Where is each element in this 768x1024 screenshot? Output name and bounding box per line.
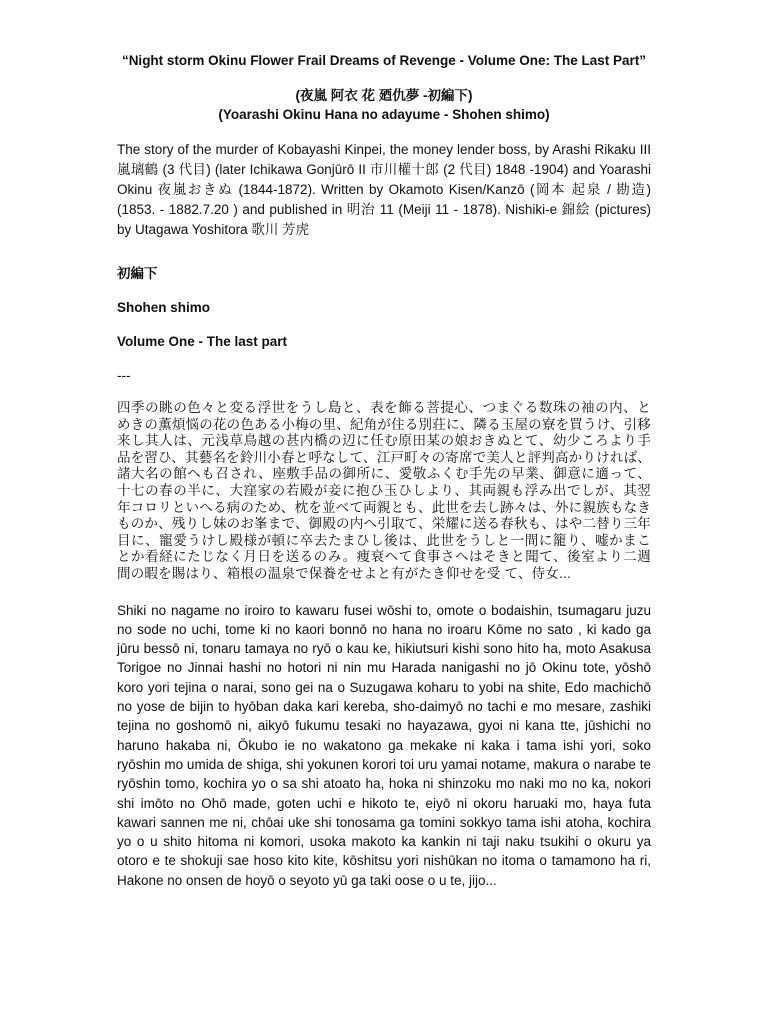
romaji-text-paragraph: Shiki no nagame no iroiro to kawaru fusei wōshi to, omote o bodaishin, tsumagaru juzu no sode no uchi, tome ki no kaori bonnō no hana no iroaru Kōme no sato , ki kado ga jūru bessō ni, tonaru tamaya no ryō o kau ke, hikiutsuri kishi sono hito ha, moto Asakusa Torigoe no Jinnai hashi no hotori ni nin mu Harada nanigashi no jō Okinu tote, yōshō koro yori tejina o narai, sono gei na o Suzugawa koharu to yobi na shite, Edo machichō no yose de bijin to hyōban daka kari kereba, sho-daimyō no tachi e mo mesare, zashiki tejina no goshomō ni, aikyō fukumu tesaki no hayazawa, gyoi ni kana tte, jūshichi no haruno hakaba ni, Ōkubo ie no wakatono ga mekake ni kaka i tama ishi yori, soko ryōshin mo umida de shiga, shi yokunen korori toi uru yamai notame, makura o narabe te ryōshin tomo, kochira yo o sa shi atoato ha, hoka ni shinzoku mo naki mo no ka, nokori shi imōto no Ohō made, goten uchi e hikoto te, eiyō ni okoru haruaki mo, haya futa kawari sannen me ni, chōai uke shi tonosama ga tomini sokkyo tama ishi atoha, kochira yo o u shito hitoma ni komori, usoka makoto ka kankin ni taji naku tsukihi o okuru ya otoro e te shokuji sae hoso kito kite, kōshitsu yori nishūkan no itoma o tamamono ha ri, Hakone no onsen de hoyō o seyoto yū ga taki oose o u te, jijo... <box>117 602 651 888</box>
subtitle-romaji: (Yoarashi Okinu Hana no adayume - Shohen shimo) <box>218 107 550 122</box>
separator: --- <box>117 368 131 383</box>
japanese-text-paragraph: 四季の眺の色々と変る浮世をうし島と、表を飾る菩提心、つまぐる数珠の袖の内、とめきの薫煩悩の花の色ある小梅の里、紀角が住る別荘に、隣る玉屋の寮を買うけ、引移来し其人は、元浅草鳥越の甚内橋の辺に任む原田某の娘おきぬとて、幼少ころより手品を習ひ、其藝名を鈴川小春と呼なして、江戸町々の寄席で美人と評判高かりければ、諸大名の館へも召され、座敷手品の御所に、愛敬ふくむ手先の早業、御意に適って、十七の春の半に、大窪家の若殿が妾に抱ひ玉ひしより、其両親も浮み出でしが、其翌年コロリといへる病のため、枕を並べて両親とも、此世を去し跡々は、外に親族もなきものか、残りし妹のお峯まで、御殿の内へ引取て、栄耀に送る春秋も、はや二替り三年目に、寵愛うけし殿様が頓に卒去たまひし後は、此世をうしと一間に籠り、嘘かまことか看経にたじなく月日を送るのみ。痩衰へて食事さへはそきと聞て、後室より二週間の暇を賜はり、箱根の温泉で保養をせよと有がたき仰せを受 て、侍女... <box>117 400 651 581</box>
section-heading-romaji: Shohen shimo <box>117 300 211 315</box>
document-subtitle <box>117 86 651 124</box>
intro-paragraph: The story of the murder of Kobayashi Kinpei, the money lender boss, by Arashi Rikaku III 嵐璃鶴 (3 代目) (later Ichikawa Gonjūrō II 市川權十郎 (2 代目) 1848 -1904) and Yoarashi Okinu 夜嵐おきぬ (1844-1872). Written by Okamoto Kisen/Kanzō (岡本 起泉 / 勘造) (1853. - 1882.7.20 ) and published in 明治 11 (Meiji 11 - 1878). Nishiki-e 錦絵 (pictures) by Utagawa Yoshitora 歌川 芳虎 <box>117 142 651 237</box>
section-heading-japanese: 初編下 <box>117 266 158 281</box>
subtitle-japanese: (夜嵐 阿衣 花 廼仇夢 -初編下) <box>295 88 473 103</box>
section-heading-english: Volume One - The last part <box>117 334 288 349</box>
document-title: “Night storm Okinu Flower Frail Dreams of Revenge - Volume One: The Last Part” <box>121 53 647 68</box>
